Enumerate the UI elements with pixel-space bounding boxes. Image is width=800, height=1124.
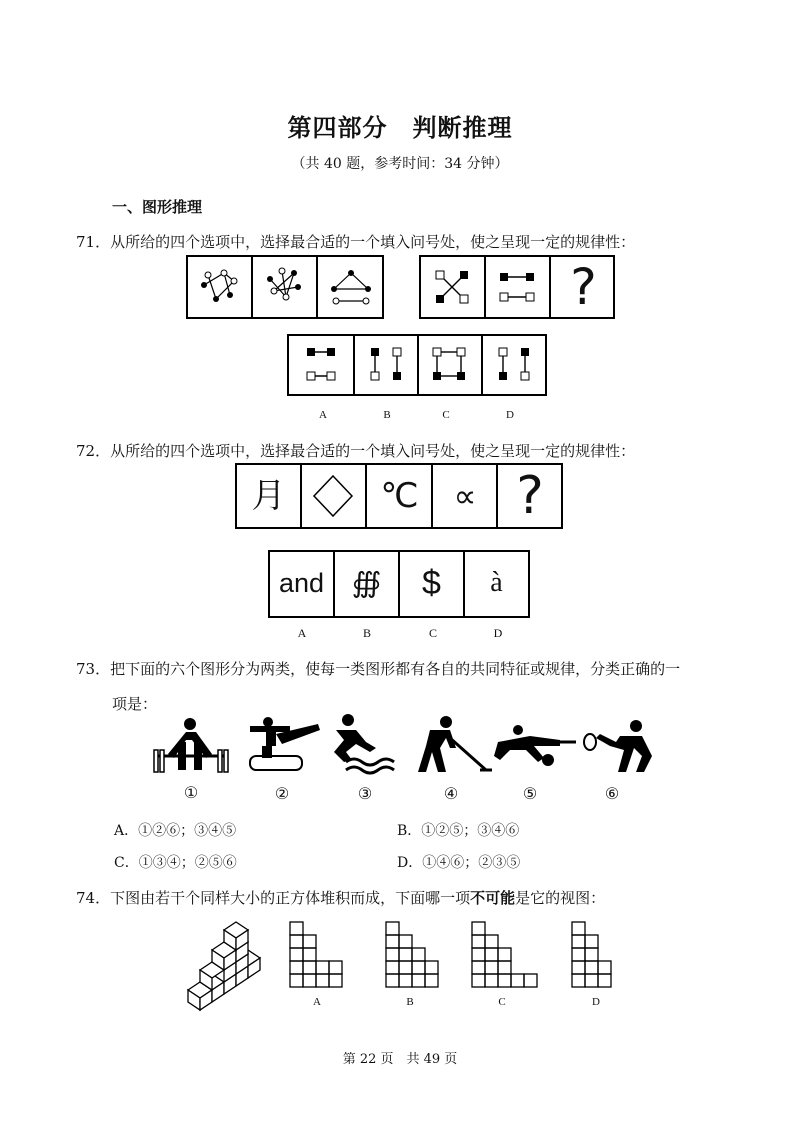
question-74-text-part1: 74．下图由若干个同样大小的正方体堆积而成，下面哪一项 [76, 889, 471, 907]
q72-option-label-d: D [493, 626, 503, 640]
q72-option-d: à [490, 567, 503, 598]
question-74-text-part2: 是它的视图： [515, 889, 606, 907]
q73-answer-c: C．①③④；②⑤⑥ [114, 855, 237, 871]
q71-options-figure [287, 334, 549, 398]
q73-figure-number-6: ⑥ [604, 784, 620, 803]
q71-option-label-b: B [383, 409, 391, 421]
q73-figure-number-3: ③ [357, 784, 373, 803]
q74-option-label-d: D [592, 996, 600, 1008]
section-heading: 一、图形推理 [112, 198, 203, 216]
q72-seq-3: ℃ [380, 476, 419, 516]
q74-option-label-c: C [498, 996, 506, 1008]
q73-pictograms-figure [150, 712, 660, 778]
q71-option-label-d: D [506, 409, 514, 421]
q72-option-label-c: C [428, 626, 437, 640]
q74-option-label-b: B [406, 996, 414, 1008]
page-footer: 第 22 页 共 49 页 [342, 1052, 458, 1067]
q73-figure-number-1: ① [183, 783, 199, 802]
q73-figure-number-2: ② [274, 784, 290, 803]
question-73-text-line2: 项是： [112, 695, 158, 713]
q72-seq-1: 月 [251, 476, 286, 516]
q72-option-label-b: B [362, 626, 371, 640]
q73-answer-b: B．①②⑤；③④⑥ [397, 823, 520, 839]
question-71-text: 71．从所给的四个选项中，选择最合适的一个填入问号处，使之呈现一定的规律性： [76, 233, 636, 251]
q72-option-c: $ [422, 564, 441, 602]
question-72-text: 72．从所给的四个选项中，选择最合适的一个填入问号处，使之呈现一定的规律性： [76, 442, 636, 460]
q72-option-b: ∰ [351, 566, 382, 599]
q72-option-label-a: A [297, 626, 307, 640]
q71-option-label-c: C [442, 409, 450, 421]
q74-option-label-a: A [313, 996, 321, 1008]
q73-answer-a: A．①②⑥；③④⑤ [114, 823, 237, 839]
page-title: 第四部分 判断推理 [287, 114, 513, 142]
page-subtitle: （共 40 题，参考时间：34 分钟） [291, 156, 509, 172]
q73-answer-d: D．①④⑥；②③⑤ [397, 855, 521, 871]
q73-figure-number-4: ④ [443, 784, 459, 803]
q73-figure-number-5: ⑤ [522, 784, 538, 803]
question-73-text-line1: 73．把下面的六个图形分为两类，使每一类图形都有各自的共同特征或规律，分类正确的一 [76, 660, 681, 678]
q72-seq-4: ∝ [453, 477, 477, 515]
q72-seq-question-mark: ? [516, 466, 544, 526]
question-74-text [76, 887, 605, 908]
q71-option-label-a: A [319, 409, 327, 421]
q71-question-mark: ? [570, 258, 597, 316]
q72-option-a: and [278, 568, 325, 598]
question-74-emphasis: 不可能 [470, 889, 516, 907]
